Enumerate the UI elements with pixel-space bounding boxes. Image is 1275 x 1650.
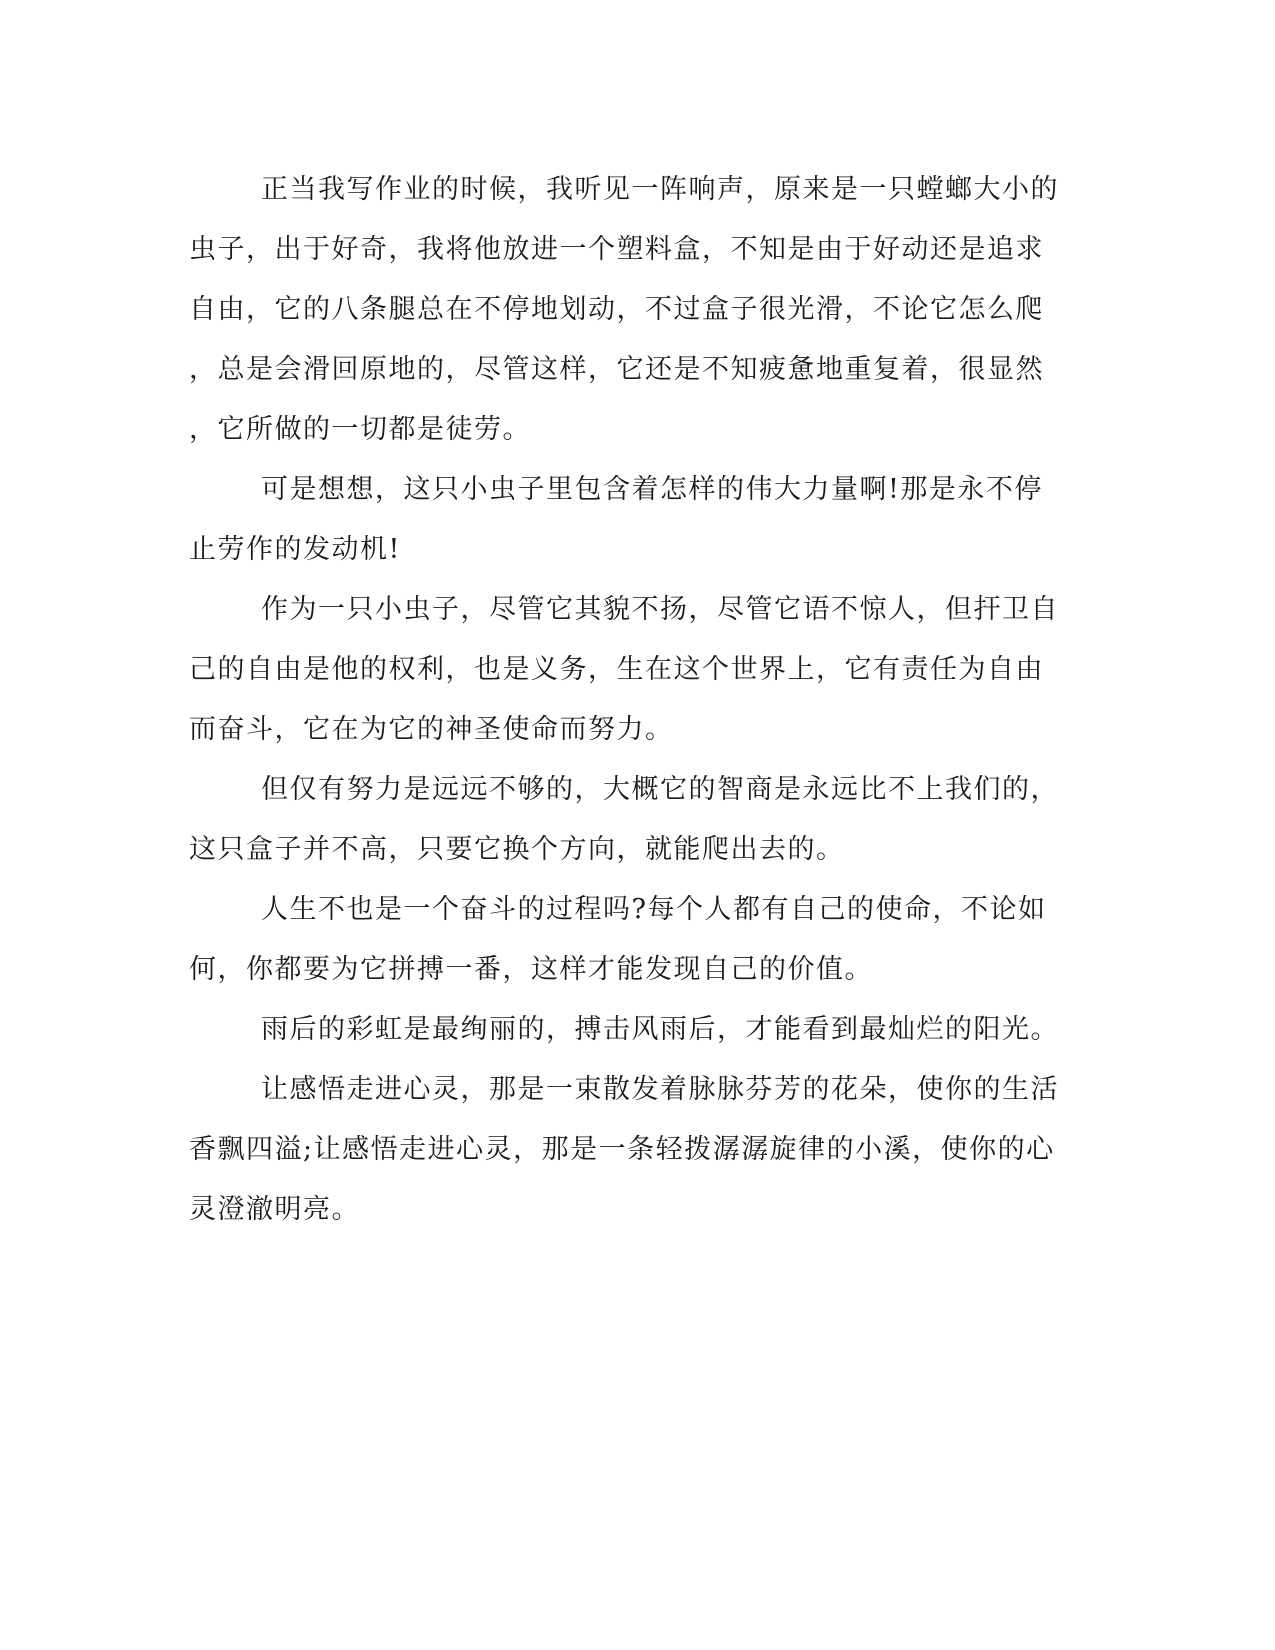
text-line: 止劳作的发动机!: [189, 534, 401, 565]
text-line: 让感悟走进心灵，那是一束散发着脉脉芬芳的花朵，使你的生活: [261, 1074, 1059, 1105]
text-line: 何，你都要为它拼搏一番，这样才能发现自己的价值。: [189, 954, 873, 985]
document-body: [189, 160, 1069, 1240]
text-line: 可是想想，这只小虫子里包含着怎样的伟大力量啊!那是永不停: [261, 474, 1043, 505]
text-line: 虫子，出于好奇，我将他放进一个塑料盒，不知是由于好动还是追求: [189, 234, 1044, 265]
text-line: 灵澄澈明亮。: [189, 1194, 360, 1225]
text-line: 这只盒子并不高，只要它换个方向，就能爬出去的。: [189, 834, 845, 865]
text-line: 自由，它的八条腿总在不停地划动，不过盒子很光滑，不论它怎么爬: [189, 294, 1044, 325]
text-line: 正当我写作业的时候，我听见一阵响声，原来是一只螳螂大小的: [261, 174, 1059, 205]
text-line: ，总是会滑回原地的，尽管这样，它还是不知疲惫地重复着，很显然: [189, 354, 1044, 385]
text-line: 香飘四溢;让感悟走进心灵，那是一条轻拨潺潺旋律的小溪，使你的心: [189, 1134, 1055, 1165]
text-line: ，它所做的一切都是徒劳。: [189, 414, 531, 445]
text-line: 己的自由是他的权利，也是义务，生在这个世界上，它有责任为自由: [189, 654, 1044, 685]
text-line: 作为一只小虫子，尽管它其貌不扬，尽管它语不惊人，但扞卫自: [261, 594, 1059, 625]
text-line: 而奋斗，它在为它的神圣使命而努力。: [189, 714, 674, 745]
text-line: 雨后的彩虹是最绚丽的，搏击风雨后，才能看到最灿烂的阳光。: [261, 1014, 1059, 1045]
text-line: 人生不也是一个奋斗的过程吗?每个人都有自己的使命，不论如: [261, 894, 1047, 925]
text-line: 但仅有努力是远远不够的，大概它的智商是永远比不上我们的，: [261, 774, 1059, 805]
